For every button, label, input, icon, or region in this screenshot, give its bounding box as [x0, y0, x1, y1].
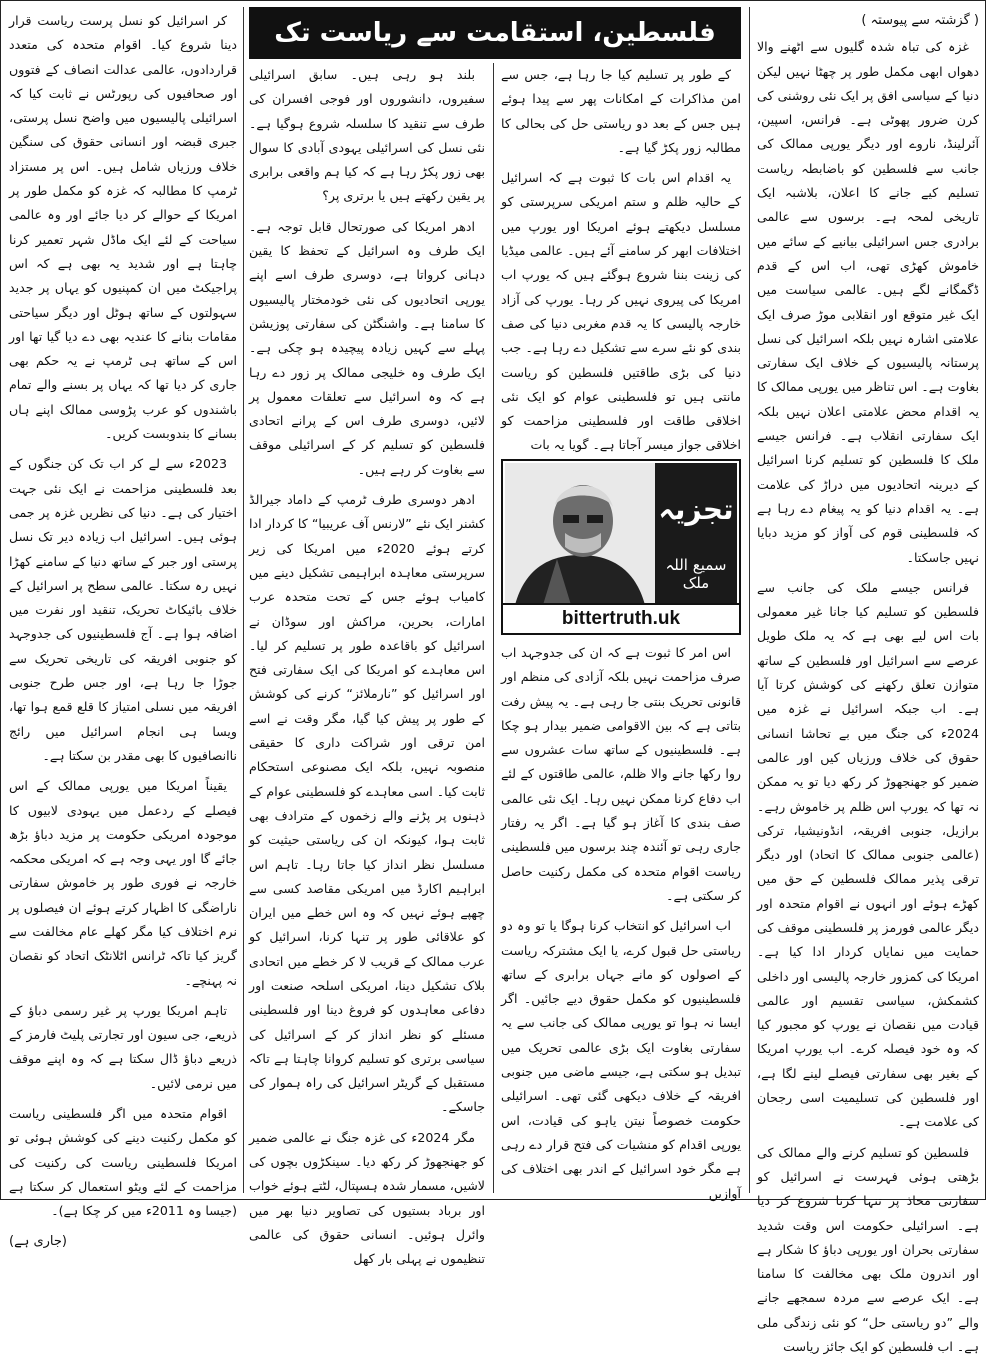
column-divider — [493, 63, 494, 1193]
paragraph: فرانس جیسے ملک کی جانب سے فلسطین کو تسلیم کیا جانا غیر معمولی بات اس لیے بھی ہے کہ یہ ملک طویل عرصے سے اسرائیل اور فلسطین کے ساتھ متوازن تعلق رکھنے کی کوشش کرتا آیا ہے۔ اب جبکہ اسرائیل نے غزہ میں 2024ء کی جنگ میں بے تحاشا انسانی حقوق کی خلاف ورزیاں کیں اور عالمی ضمیر کو جھنجھوڑ کر رکھ دیا تو یہ ممکن نہ تھا کہ یورپ اس ظلم پر خاموش رہے۔ برازیل، جنوبی افریقہ، انڈونیشیا، ترکی (عالمی جنوبی ممالک کا اتحاد) اور دیگر ترقی پذیر ممالک فلسطین کے حق میں کھڑے ہوئے اور انہوں نے اقوام متحدہ اور دیگر عالمی فورمز پر فلسطینی موقف کی حمایت میں نمایاں کردار ادا کیا ہے۔ امریکا کی کمزور خارجہ پالیسی اور داخلی کشمکش، سیاسی تقسیم اور عالمی قیادت میں نقصان نے یورپ کو مجبور کیا کہ وہ خود فیصلہ کرے۔ اب یورپ امریکا کے بغیر بھی سفارتی فیصلے لینے لگا ہے، اور فلسطین کی تسلیمیت اسی رجحان کی علامت ہے۔ — [757, 579, 979, 1130]
paragraph: مگر 2024ء کی غزہ جنگ نے عالمی ضمیر کو جھنجھوڑ کر رکھ دیا۔ سینکڑوں بچوں کی لاشیں، مسمار شدہ ہسپتال، لٹتے ہوئے خواب اور برباد بستیوں کی تصاویر دنیا بھر میں وائرل ہوئیں۔ انسانی حقوق کی عالمی تنظیموں نے پہلی بار کھل — [249, 1129, 485, 1267]
author-photo-panel — [501, 459, 741, 635]
column-label: تجزیہ — [658, 493, 734, 526]
column-divider — [243, 7, 244, 1193]
website-link[interactable]: bittertruth.uk — [503, 603, 739, 633]
paragraph: یقیناً امریکا میں یورپی ممالک کے اس فیصلے کے ردعمل میں یہودی لابیوں کا موجودہ امریکی حکومت پر مزید دباؤ بڑھ جائے گا اور یہی وجہ ہے کہ امریکی محکمہ خارجہ نے فوری طور پر خاموش سفارتی ناراضگی کا اظہار کرتے ہوئے ان فیصلوں پر نرم اختلاف کیا مگر کھلے عام مخالفت سے گریز کیا تاکہ ٹرانس اٹلانٹک اتحاد کو نقصان نہ پہنچے۔ — [9, 778, 237, 988]
paragraph: کر اسرائیل کو نسل پرست ریاست قرار دینا شروع کیا۔ اقوام متحدہ کی متعدد قراردادوں، عالمی عدالت انصاف کے فتووں اور صحافیوں کی رپورٹس نے ثابت کیا کہ اسرائیلی پالیسیوں میں واضح نسل پرستی، جبری قبضہ اور انسانی حقوق کی سنگین خلاف ورزیاں شامل ہیں۔ اس پر مستزاد ٹرمپ کا مطالبہ کہ غزہ کو مکمل طور پر امریکا کے حوالے کر دیا جائے اور وہ عالمی سیاحت کے لئے ایک ماڈل شہر تعمیر کرنا چاہتا ہے اور شدید یہ بھی ہے کہ اس پراجیکٹ میں ان کمپنیوں کو یہاں پر جدید سہولتوں کے ساتھ ہوٹل اور دیگر سیاحتی مقامات بنانے کا عندیہ بھی دے دیا گیا تھا اور اس کے ساتھ ہی ٹرمپ نے یہ حکم بھی جاری کر دیا تھا کہ یہاں پر بسنے والے تمام باشندوں کو عرب پڑوسی ممالک اپنے ہاں بسانے کا بندوبست کریں۔ — [9, 13, 237, 442]
paragraph: اب اسرائیل کو انتخاب کرنا ہوگا یا تو وہ دو ریاستی حل قبول کرے، یا ایک مشترکہ ریاست کے اصولوں کو مانے جہاں برابری کے ساتھ فلسطینیوں کو مکمل حقوق دیے جائیں۔ اگر ایسا نہ ہوا تو یورپی ممالک کی جانب سے یہ سفارتی بغاوت ایک بڑی عالمی تحریک میں تبدیل ہو سکتی ہے، جیسے ماضی میں جنوبی افریقہ کے خلاف دیکھی گئی تھی۔ اسرائیلی حکومت خصوصاً نیتن یاہو کی قیادت، اس یورپی اقدام کو منشیات کی فتح قرار دے رہی ہے مگر خود اسرائیل کے اندر بھی اختلاف کی آوازیں — [501, 918, 741, 1201]
paragraph: غزہ کی تباہ شدہ گلیوں سے اٹھنے والا دھواں ابھی مکمل طور پر چھٹا نہیں لیکن دنیا کے سیاسی افق پر ایک نئی روشنی کی کرن ضرور پھوٹی ہے۔ فرانس، اسپین، آئرلینڈ، ناروے اور دیگر یورپی ممالک کی جانب سے فلسطین کو باضابطہ ریاست تسلیم کیے جانے کا اعلان، بلاشبہ ایک تاریخی لمحہ ہے۔ برسوں سے عالمی برادری جس اسرائیلی بیانیے کے سائے میں خاموش کھڑی تھی، اب اس کے قدم ڈگمگانے لگے ہیں۔ عالمی سیاست میں ایک غیر متوقع اور انقلابی موڑ صرف ایک علامتی اشارہ نہیں بلکہ اسرائیل کی نسل پرستانہ پالیسیوں کے خلاف ایک سفارتی بغاوت ہے۔ اس تناظر میں یورپی ممالک کا یہ اقدام محض علامتی اعلان نہیں بلکہ ایک سفارتی انقلاب ہے۔ فرانس جیسے ملک کا فلسطین کو تسلیم کرنا اسرائیل کے دیرینہ اتحادیوں میں دراڑ کی علامت ہے۔ یہ اقدام دنیا کو یہ پیغام دے رہا ہے کہ فلسطینی قوم کی آواز کو مزید دبایا نہیں جاسکتا۔ — [757, 39, 979, 565]
paragraph: فلسطین کو تسلیم کرنے والے ممالک کی بڑھتی ہوئی فہرست نے اسرائیل کو سفارتی محاذ پر تنہا کرنا شروع کر دیا ہے۔ اسرائیلی حکومت اس وقت شدید سفارتی بحران اور یورپی دباؤ کا شکار ہے اور اندرون ملک بھی مخالفت کا سامنا ہے۔ ایک عرصے سے مردہ سمجھے جانے والے ”دو ریاستی حل“ کو نئی زندگی ملی ہے۔ اب فلسطین کو ایک جائز ریاست — [757, 1144, 979, 1355]
column-3 — [249, 63, 485, 1267]
paragraph: کے طور پر تسلیم کیا جا رہا ہے، جس سے امن مذاکرات کے امکانات پھر سے پیدا ہوئے ہیں جس کے بعد دو ریاستی حل کی بحالی کا مطالبہ زور پکڑ گیا ہے۔ — [501, 67, 741, 155]
paragraph: اقوام متحدہ میں اگر فلسطینی ریاست کو مکمل رکنیت دینے کی کوشش ہوئی تو امریکا فلسطینی ریاست کی رکنیت کی مزاحمت کے لئے ویٹو استعمال کر سکتا ہے (جیسا وہ 2011ء میں کر چکا ہے)۔ — [9, 1106, 237, 1219]
column-4 — [9, 9, 237, 1249]
paragraph: بلند ہو رہی ہیں۔ سابق اسرائیلی سفیروں، دانشوروں اور فوجی افسران کی طرف سے تنقید کا سلسلہ شروع ہوگیا ہے۔ نئی نسل کی اسرائیلی یہودی آبادی کا سوال بھی زور پکڑ رہا ہے کہ کیا ہم واقعی برابری پر یقین رکھتے ہیں یا برتری پر؟ — [249, 67, 485, 204]
column-2-bottom — [501, 641, 741, 1201]
headline: فلسطین، استقامت سے ریاست تک — [249, 7, 741, 59]
column-1 — [757, 9, 979, 1355]
paragraph: اس امر کا ثبوت ہے کہ ان کی جدوجہد اب صرف مزاحمت نہیں بلکہ آزادی کی منظم اور قانونی تحریک بنتی جا رہی ہے۔ یہ پیش رفت بتاتی ہے کہ بین الاقوامی ضمیر بیدار ہو چکا ہے۔ فلسطینیوں کے ساتھ سات عشروں سے روا رکھا جانے والا ظلم، عالمی طاقتوں کے لئے اب دفاع کرنا ممکن نہیں رہا۔ ایک نئی عالمی صف بندی کا آغاز ہو گیا ہے۔ اگر یہ رفتار جاری رہی تو آئندہ چند برسوں میں فلسطینی ریاست اقوام متحدہ کی مکمل رکنیت حاصل کر سکتی ہے۔ — [501, 645, 741, 903]
paragraph: یہ اقدام اس بات کا ثبوت ہے کہ اسرائیل کے حالیہ ظلم و ستم امریکی سرپرستی کو مسلسل دیکھتے ہوئے امریکا اور یورپ میں اختلافات ابھر کر سامنے آئے ہیں۔ عالمی میڈیا کی زینت بننا شروع ہوگئے ہیں کہ یورپ اب امریکا کی پیروی نہیں کر رہا۔ یورپ کی آزاد خارجہ پالیسی کا یہ قدم مغربی دنیا کی صف بندی کو نئے سرے سے تشکیل دے رہا ہے۔ جب دنیا کی بڑی طاقتیں فلسطین کو ریاست مانتی ہیں تو فلسطینی عوام کو ایک نئی اخلاقی طاقت اور فلسطینی مزاحمت کو اخلاقی جواز میسر آجاتا ہے۔ گویا یہ بات — [501, 170, 741, 453]
to-be-continued: (جاری ہے) — [9, 1233, 67, 1249]
author-photo — [505, 463, 655, 605]
paragraph: ادھر دوسری طرف ٹرمپ کے داماد جیرالڈ کشنر ایک نئے ”لارنس آف عریبیا“ کا کردار ادا کرتے ہوئے 2020ء میں امریکا کی زیر سرپرستی معاہدہ ابراہیمی تشکیل دینے میں کامیاب ہوئے جس کے تحت متحدہ عرب امارات، بحرین، مراکش اور سوڈان نے اسرائیل کو باقاعدہ طور پر تسلیم کر لیا۔ اس معاہدے کو امریکا کی ایک سفارتی فتح اور اسرائیل کو ”نارملائز“ کرنے کی کوشش کے طور پر پیش کیا گیا، مگر وقت نے اسے امن ترقی اور شراکت داری کا حقیقی منصوبہ نہیں، بلکہ ایک مصنوعی استحکام ثابت کیا۔ اسی معاہدے کو فلسطینی عوام کے ذہنوں پر پڑنے والے زخموں کے مترادف بھی ثابت ہوا، کیونکہ ان کی ریاستی حیثیت کو مسلسل نظر انداز کیا جاتا رہا۔ تاہم اس ابراہیم اکارڈ میں امریکی مقاصد کسی سے چھپے ہوئے نہیں کہ وہ اس خطے میں ایران کو علاقائی طور پر تنہا کرنا، اسرائیل کو عرب ممالک کے قریب لا کر خطے میں اتحادی بلاک تشکیل دینا، امریکی اسلحہ صنعت اور دفاعی معاہدوں کو فروغ دینا اور فلسطینی مسئلے کو نظر انداز کر کے اسرائیل کی سیاسی برتری کو تسلیم کروانا چاہتا ہے تاکہ مستقبل کے گریٹر اسرائیل کی راہ ہموار کی جاسکے۔ — [249, 492, 485, 1115]
paragraph: تاہم امریکا یورپ پر غیر رسمی دباؤ کے ذریعے، جی سیون اور تجارتی پلیٹ فارمز کے ذریعے دباؤ ڈال سکتا ہے کہ وہ اپنے موقف میں نرمی لائیں۔ — [9, 1002, 237, 1091]
paragraph: ادھر امریکا کی صورتحال قابل توجہ ہے۔ ایک طرف وہ اسرائیل کے تحفظ کا یقین دہانی کرواتا ہے، دوسری طرف اسے اپنے یورپی اتحادیوں کی نئی خودمختار پالیسیوں کا سامنا ہے۔ واشنگٹن کی سفارتی پوزیشن پہلے سے کہیں زیادہ پیچیدہ ہو چکی ہے۔ ایک طرف وہ خلیجی ممالک پر زور دے رہا ہے کہ وہ اسرائیل سے تعلقات معمول پر لائیں، دوسری طرف اس کے پرانے اتحادی فلسطین کو تسلیم کر کے اسرائیلی موقف سے بغاوت کر رہے ہیں۔ — [249, 218, 485, 477]
column-divider — [749, 7, 750, 1193]
continued-label: ( گزشتہ سے پیوستہ ) — [861, 13, 979, 28]
author-portrait-icon — [505, 463, 655, 605]
author-name: سمیع اللہ ملک — [665, 556, 727, 592]
column-label-panel — [655, 463, 737, 605]
paragraph: 2023ء سے لے کر اب تک کن جنگوں کے بعد فلسطینی مزاحمت نے ایک نئی جہت اختیار کی ہے۔ دنیا کی نظریں غزہ پر جمی ہوئی ہیں۔ اسرائیل اب زیادہ دیر تک نسل پرستی اور جبر کے ساتھ دنیا کے سامنے کھڑا نہیں رہ سکتا۔ عالمی سطح پر اسرائیل کے خلاف بائیکاٹ تحریک، تنقید اور نفرت میں اضافہ ہوا ہے۔ آج فلسطینیوں کی جدوجہد کو جنوبی افریقہ کی تاریخی تحریک سے جوڑا جا رہا ہے، اور جس طرح جنوبی افریقہ میں نسلی امتیاز کا قلع قمع ہوا تھا، ویسا ہی انجام اسرائیل میں رائج ناانصافیوں کا بھی مقدر بن سکتا ہے۔ — [9, 456, 237, 763]
